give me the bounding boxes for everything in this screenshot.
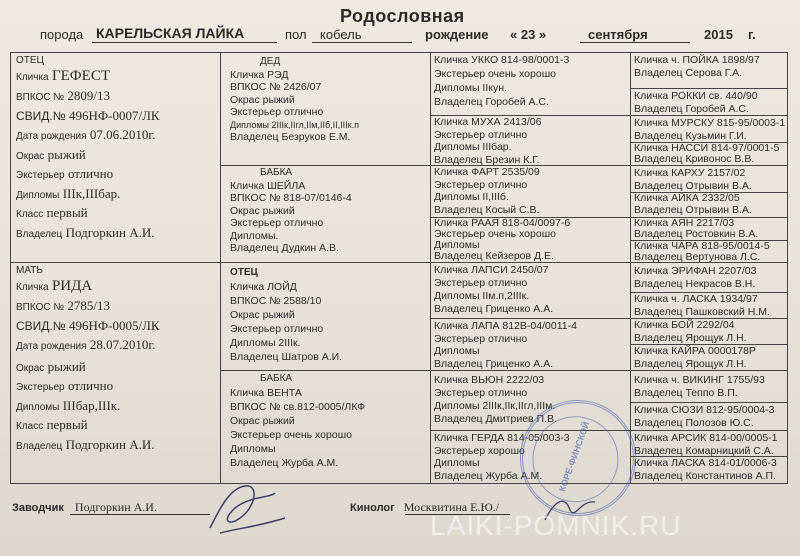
gen4-cell-13 [634,374,786,400]
breeder-label: Заводчик [12,502,64,514]
gen4-cell-5 [634,167,786,192]
sex-label: пол [285,27,307,42]
gen3-1-line-3: Дипломы IIкун. [434,82,507,94]
gen2-1-line-3: Окрас рыжий [230,93,295,106]
month-underline [580,42,690,43]
father-vpkos-label: ВПКОС № [16,92,65,103]
mother-color-row [16,360,216,377]
row-divider-gen3-d [430,262,630,263]
father-dob: 07.06.2010г. [89,127,156,142]
gen4-cell-12 [634,345,786,370]
row-divider-gen4-2 [630,115,788,116]
gen2-3-line-5: Дипломы 2IIIк. [230,337,301,349]
mother-vpkos-label: ВПКОС № [16,302,65,313]
father-svid-label: СВИД.№ [16,108,66,123]
mother-name-row [16,279,216,296]
breed-underline [92,42,277,43]
father-color-row [16,148,216,165]
gen4-7-line-2: Владелец Ростовкин В.А. [634,228,759,240]
gen3-4-line-3: Дипломы [434,239,480,251]
breeder-row [12,500,157,515]
gen2-4-line-1: Кличка ВЕНТА [230,387,302,399]
father-color-label: Окрас [16,150,45,162]
gen4-16-line-2: Владелец Константинов А.П. [634,469,777,482]
gen3-2-line-4: Владелец Брезин К.Г. [434,153,540,166]
gen3-cell-5 [434,264,628,316]
gen3-cell-6 [434,320,628,370]
breeder-underline [70,514,210,515]
gen4-cell-7 [634,218,786,240]
gen4-5-line-2: Владелец Отрывин В.А. [634,179,752,192]
father-vpkos-row [16,89,216,106]
gen2-2-line-2: ВПКОС № 818-07/0146-4 [230,192,352,204]
gen2-4-line-4: Экстерьер очень хорошо [230,429,352,441]
gen2-1-line-4: Экстерьер отлично [230,106,324,118]
mother-exterior: отлично [67,378,114,393]
father-dob-row [16,128,216,145]
gen4-3-line-2: Владелец Кузьмин Г.И. [634,129,747,142]
gen3-cell-3 [434,166,628,216]
gen3-8-line-2: Экстерьер хорошо [434,444,525,457]
gen2-section-4: БАБКА [260,373,293,384]
cynologist-label: Кинолог [350,502,395,514]
gen2-2-line-1: Кличка ШЕЙЛА [230,179,306,192]
gen2-1-line-5: Дипломы 2IIIк,IIгл,IIм,IIб,II,IIIк.п [230,119,359,130]
gen3-5-line-1: Кличка ЛАПСИ 2450/07 [434,264,549,276]
father-name: ГЕФЕСТ [51,67,110,84]
mother-owner-row [16,438,216,455]
father-diplomas: IIIк,IIIбар. [62,185,121,201]
mother-svid-label: СВИД.№ [16,318,66,333]
mother-dob-label: Дата рождения [16,341,87,352]
gen3-7-line-1: Кличка ВЬЮН 2222/03 [434,374,545,386]
gen2-cell-4 [230,372,426,470]
mother-name-label: Кличка [16,281,49,293]
gen2-1-line-6: Владелец Безруков Е.М. [230,131,351,143]
gen2-4-line-5: Дипломы [230,443,276,455]
gen2-4-line-2: ВПКОС № св.812-0005/ЛКФ [230,401,366,413]
gen3-2-line-1: Кличка МУХА 2413/06 [434,116,542,128]
row-divider-gen4-4 [630,165,788,166]
father-class-label: Класс [16,209,44,220]
gen4-5-line-1: Кличка КАРХУ 2157/02 [634,167,746,179]
gen4-cell-2 [634,90,786,115]
column-divider-1 [220,52,221,484]
table-border-top [10,52,788,53]
gen2-section-3: ОТЕЦ [230,267,258,278]
birth-day: « 23 » [510,27,547,42]
gen2-1-line-2: ВПКОС № 2426/07 [230,81,322,93]
row-divider-gen2-b [220,262,430,263]
gen4-cell-9 [634,265,786,291]
gen4-cell-4 [634,143,786,165]
mother-class: первый [46,417,88,432]
sex-value: кобель [320,27,362,42]
mother-diplomas-row [16,399,216,416]
document-title: Родословная [340,6,465,26]
mother-svid-row [16,319,216,334]
father-svid: 496НФ-0007/ЛК [68,107,160,123]
gen3-6-line-4: Владелец Гриценко А.А. [434,357,554,370]
gen2-1-line-1: Кличка РЭД [230,68,289,81]
gen2-2-line-6: Владелец Дудкин А.В. [230,242,339,254]
gen4-12-line-1: Кличка КАЙРА 0000178Р [634,345,756,357]
gen4-cell-6 [634,193,786,216]
gen4-1-line-1: Кличка ч. ПОЙКА 1898/97 [634,54,760,66]
sex-underline [312,42,412,43]
gen4-6-line-2: Владелец Отрывин В.А. [634,203,752,216]
mother-vpkos-row [16,299,216,316]
gen2-3-line-4: Экстерьер отлично [230,323,324,335]
father-svid-row [16,109,216,124]
gen4-7-line-1: Кличка АЯН 2217/03 [634,218,735,229]
gen4-cell-14 [634,404,786,429]
mother-color: рыжий [47,358,86,374]
gen4-12-line-2: Владелец Ярощук Л.Н. [634,357,747,370]
father-diplomas-label: Дипломы [16,189,60,201]
gen2-cell-2 [230,167,426,255]
gen2-section-1: ДЕД [260,56,281,67]
gen4-13-line-2: Владелец Теппо В.П. [634,387,738,399]
gen3-6-line-2: Экстерьер отлично [434,332,528,345]
gen3-cell-1 [434,53,628,109]
mother-svid: 496НФ-0005/ЛК [68,317,160,333]
gen4-cell-8 [634,241,786,262]
gen3-4-line-4: Владелец Кейзеров Д.Е. [434,250,554,262]
gen3-2-line-3: Дипломы IIIбар. [434,141,512,153]
mother-owner-label: Владелец [16,440,63,452]
row-divider-gen1 [10,262,220,263]
gen3-cell-4 [434,218,628,262]
birth-year-suffix: г. [748,27,756,42]
gen4-9-line-2: Владелец Некрасов В.Н. [634,278,756,290]
gen3-7-line-2: Экстерьер отлично [434,387,528,399]
gen3-2-line-2: Экстерьер отлично [434,128,528,141]
gen3-3-line-2: Экстерьер отлично [434,178,528,191]
gen2-4-line-3: Окрас рыжий [230,415,295,427]
gen2-3-line-6: Владелец Шатров А.И. [230,351,343,363]
row-divider-gen4-14 [630,430,788,431]
gen2-2-line-5: Дипломы. [230,229,279,242]
mother-section-label: МАТЬ [16,265,43,276]
row-divider-gen4-8 [630,262,788,263]
watermark: LAIKI-POMNIK.RU [430,510,682,541]
mother-dob: 28.07.2010г. [89,337,156,352]
gen3-4-line-2: Экстерьер очень хорошо [434,228,556,240]
breeder-signature [200,478,290,540]
gen3-3-line-4: Владелец Косый С.В. [434,203,540,216]
gen2-3-line-3: Окрас рыжий [230,309,295,321]
gen4-cell-1 [634,54,786,79]
father-exterior-label: Экстерьер [16,170,65,181]
breeder-name: Подгоркин А.И. [74,500,157,514]
birth-label: рождение [425,27,489,42]
row-divider-gen4-12 [630,370,788,371]
gen3-8-line-1: Кличка ГЕРДА 814-05/003-3 [434,432,570,444]
row-divider-gen4-13 [630,402,788,403]
row-divider-gen3-e [430,318,630,319]
row-divider-gen2-a [220,165,430,166]
mother-cell [16,264,216,454]
gen4-3-line-1: Кличка МУРСКУ 815-95/0003-1 [634,117,786,129]
gen4-1-line-2: Владелец Серова Г.А. [634,66,743,79]
gen3-6-line-1: Кличка ЛАПА 812В-04/0011-4 [434,320,577,332]
gen4-cell-16 [634,457,786,482]
gen4-cell-15 [634,432,786,457]
row-divider-gen3-f [430,370,630,371]
mother-dob-row [16,338,216,355]
gen4-11-line-1: Кличка БОЙ 2292/04 [634,319,735,331]
gen2-2-line-4: Экстерьер отлично [230,217,324,229]
gen2-3-line-1: Кличка ЛОЙД [230,281,297,293]
gen4-14-line-1: Кличка СЮЗИ 812-95/0004-3 [634,404,775,416]
gen2-4-line-6: Владелец Журба А.М. [230,457,339,469]
gen4-13-line-1: Кличка ч. ВИКИНГ 1755/93 [634,374,765,386]
birth-month: сентября [588,27,648,42]
gen3-3-line-3: Дипломы II,IIIб. [434,191,509,203]
gen2-3-line-2: ВПКОС № 2588/10 [230,295,322,307]
gen3-1-line-2: Экстерьер очень хорошо [434,68,556,80]
father-section-label: ОТЕЦ [16,55,44,66]
gen3-5-line-3: Дипломы IIм.п,2IIIк. [434,290,530,302]
mother-color-label: Окрас [16,362,45,374]
gen2-2-line-3: Окрас рыжий [230,204,295,217]
column-divider-2 [430,52,431,484]
breed-label: порода [40,27,84,42]
father-exterior-row [16,167,216,184]
gen3-8-line-4: Владелец Журба А.М. [434,469,543,482]
father-owner-label: Владелец [16,228,63,240]
father-owner-row [16,226,216,243]
gen4-6-line-1: Кличка АЙКА 2332/05 [634,193,740,204]
mother-class-row [16,418,216,435]
mother-diplomas: IIIбар,IIIк. [62,397,121,413]
gen4-16-line-1: Кличка ЛАСКА 814-01/0006-3 [634,457,777,469]
gen2-section-2: БАБКА [260,167,293,178]
gen3-1-line-4: Владелец Горобей А.С. [434,96,549,108]
row-divider-gen4-1 [630,88,788,89]
mother-name: РИДА [51,277,93,294]
father-color: рыжий [47,146,86,162]
gen4-8-line-2: Владелец Вертунова Л.С. [634,250,761,262]
pedigree-table [10,52,788,484]
father-diplomas-row [16,187,216,204]
column-divider-3 [630,52,631,484]
gen4-11-line-2: Владелец Ярощук Л.Н. [634,331,747,344]
gen4-2-line-2: Владелец Горобей А.С. [634,102,749,115]
mother-diplomas-label: Дипломы [16,401,60,413]
gen4-4-line-2: Владелец Кривонос В.В. [634,153,755,165]
gen3-3-line-1: Кличка ФАРТ 2535/09 [434,166,540,178]
father-class: первый [46,205,88,220]
stamp-text: КОРЕ-ФИНСКОЙ [556,420,592,493]
gen4-15-line-2: Владелец Комарницкий С.А. [634,444,774,457]
gen3-4-line-1: Кличка РААЯ 818-04/0097-6 [434,218,571,229]
table-border-left [10,52,11,484]
father-dob-label: Дата рождения [16,131,87,142]
birth-year: 2015 [704,27,733,42]
gen4-2-line-1: Кличка РОККИ св. 440/90 [634,90,758,102]
gen3-7-line-3: Дипломы 2IIIк,IIк,IIгл,IIIм. [434,400,556,412]
mother-exterior-label: Экстерьер [16,382,65,393]
father-owner: Подгоркин А.И. [65,224,155,240]
mother-owner: Подгоркин А.И. [65,436,155,452]
gen3-6-line-3: Дипломы [434,345,480,357]
father-name-label: Кличка [16,71,49,83]
mother-vpkos: 2785/13 [67,298,111,313]
gen4-9-line-1: Кличка ЭРИФАН 2207/03 [634,265,757,277]
gen3-8-line-3: Дипломы [434,457,480,469]
cynologist-name: Москвитина Е.Ю./ [403,500,500,514]
table-border-right [787,52,788,484]
gen4-cell-11 [634,319,786,344]
row-divider-gen2-c [220,370,430,371]
father-exterior: отлично [67,166,114,181]
breed-value: КАРЕЛЬСКАЯ ЛАЙКА [96,25,245,41]
table-border-bottom [10,483,788,484]
father-class-row [16,206,216,223]
gen2-cell-3 [230,266,426,364]
gen3-7-line-4: Владелец Дмитриев П.В. [434,413,557,425]
gen4-10-line-1: Кличка ч. ЛАСКА 1934/97 [634,293,758,305]
father-cell [16,54,216,242]
mother-exterior-row [16,379,216,396]
gen3-5-line-4: Владелец Гриценко А.А. [434,303,554,315]
father-name-row [16,69,216,86]
gen3-5-line-2: Экстерьер отлично [434,277,528,289]
gen4-14-line-2: Владелец Полозов Ю.С. [634,416,754,429]
gen4-8-line-1: Кличка ЧАРА 818-95/0014-5 [634,241,770,252]
gen4-4-line-1: Кличка НАССИ 814-97/0001-5 [634,143,780,154]
gen3-cell-2 [434,116,628,166]
gen2-cell-1 [230,56,426,144]
gen4-cell-3 [634,117,786,142]
gen4-15-line-1: Кличка АРСИК 814-00/0005-1 [634,432,778,444]
gen3-1-line-1: Кличка УККО 814-98/0001-3 [434,54,570,66]
mother-class-label: Класс [16,421,44,432]
gen4-10-line-2: Владелец Пашковский Н.М. [634,305,770,318]
gen4-cell-10 [634,293,786,318]
father-vpkos: 2809/13 [67,88,111,103]
